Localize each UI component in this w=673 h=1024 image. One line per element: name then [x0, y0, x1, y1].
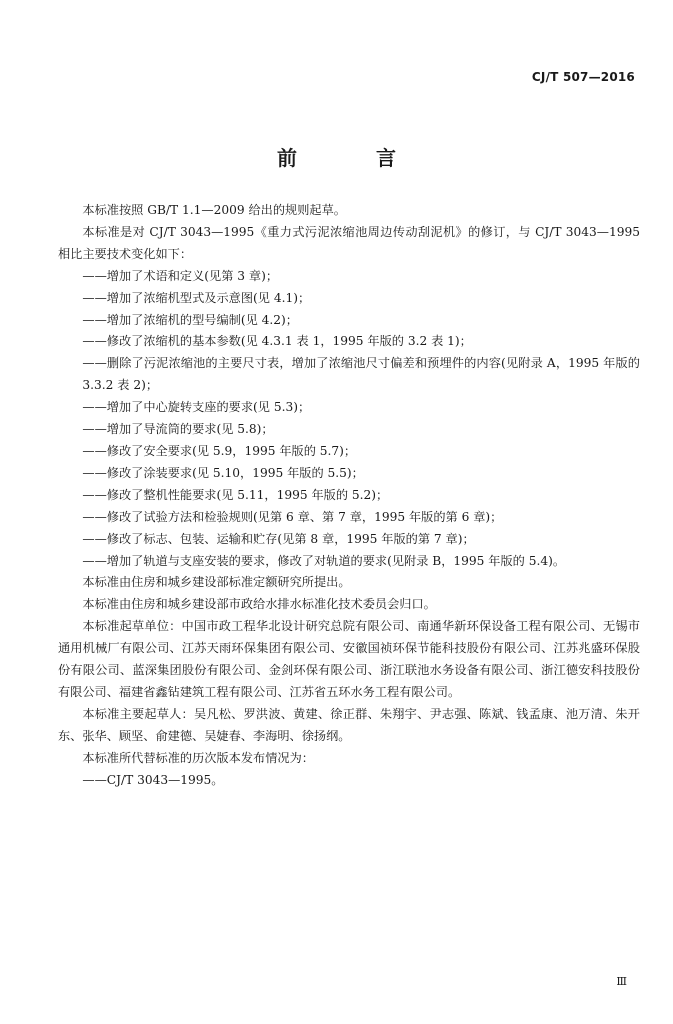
paragraph-drafters: 本标准主要起草人：吴凡松、罗洪波、黄建、徐正群、朱翔宇、尹志强、陈斌、钱孟康、池万清、朱开东、张华、顾坚、俞建德、吴婕春、李海明、徐扬纲。	[58, 706, 640, 743]
history-item: ——CJ/T 3043—1995。	[82, 772, 224, 787]
change-item: ——修改了整机性能要求(见 5.11，1995 年版的 5.2)；	[82, 487, 389, 502]
change-item: ——增加了导流筒的要求(见 5.8)；	[82, 422, 274, 437]
change-item: ——增加了轨道与支座安装的要求，修改了对轨道的要求(见附录 B，1995 年版的 5.4)。	[82, 553, 566, 568]
change-item: ——删除了污泥浓缩池的主要尺寸表，增加了浓缩池尺寸偏差和预埋件的内容(见附录 A，1995 年版的 3.3.2 表 2)；	[82, 356, 640, 393]
change-item: ——增加了浓缩机型式及示意图(见 4.1)；	[82, 290, 311, 305]
change-item: ——修改了试验方法和检验规则(见第 6 章、第 7 章，1995 年版的第 6 章)；	[82, 509, 503, 524]
change-item: ——增加了中心旋转支座的要求(见 5.3)；	[82, 400, 311, 415]
change-item: ——修改了安全要求(见 5.9，1995 年版的 5.7)；	[82, 443, 357, 458]
paragraph-proposed-by: 本标准由住房和城乡建设部标准定额研究所提出。	[82, 575, 351, 590]
page-title: 前 言	[277, 146, 432, 170]
change-item: ——增加了浓缩机的型号编制(见 4.2)；	[82, 312, 298, 327]
paragraph-revision-intro: 本标准是对 CJ/T 3043—1995《重力式污泥浓缩池周边传动刮泥机》的修订，与 CJ/T 3043—1995 相比主要技术变化如下：	[58, 224, 640, 261]
change-item: ——修改了涂装要求(见 5.10，1995 年版的 5.5)；	[82, 465, 364, 480]
paragraph-drafting-rules: 本标准按照 GB/T 1.1—2009 给出的规则起草。	[82, 203, 346, 217]
standard-code: CJ/T 507—2016	[531, 70, 635, 84]
paragraph-managed-by: 本标准由住房和城乡建设部市政给水排水标准化技术委员会归口。	[82, 597, 436, 612]
change-item: ——增加了术语和定义(见第 3 章)；	[82, 268, 279, 283]
document-body	[58, 200, 640, 791]
paragraph-history-intro: 本标准所代替标准的历次版本发布情况为：	[82, 750, 314, 765]
change-item: ——修改了标志、包装、运输和贮存(见第 8 章，1995 年版的第 7 章)；	[82, 531, 475, 546]
page-number: Ⅲ	[616, 975, 627, 988]
change-item: ——修改了浓缩机的基本参数(见 4.3.1 表 1，1995 年版的 3.2 表 1)；	[82, 334, 472, 349]
paragraph-drafting-units: 本标准起草单位：中国市政工程华北设计研究总院有限公司、南通华新环保设备工程有限公司、无锡市通用机械厂有限公司、江苏天雨环保集团有限公司、安徽国祯环保节能科技股份有限公司、江苏兆盛环保股份有限公司、蓝深集团股份有限公司、金剑环保有限公司、浙江联池水务设备有限公司、浙江德安科技股份有限公司、福建省鑫钻建筑工程有限公司、江苏省五环水务工程有限公司。	[58, 619, 640, 699]
